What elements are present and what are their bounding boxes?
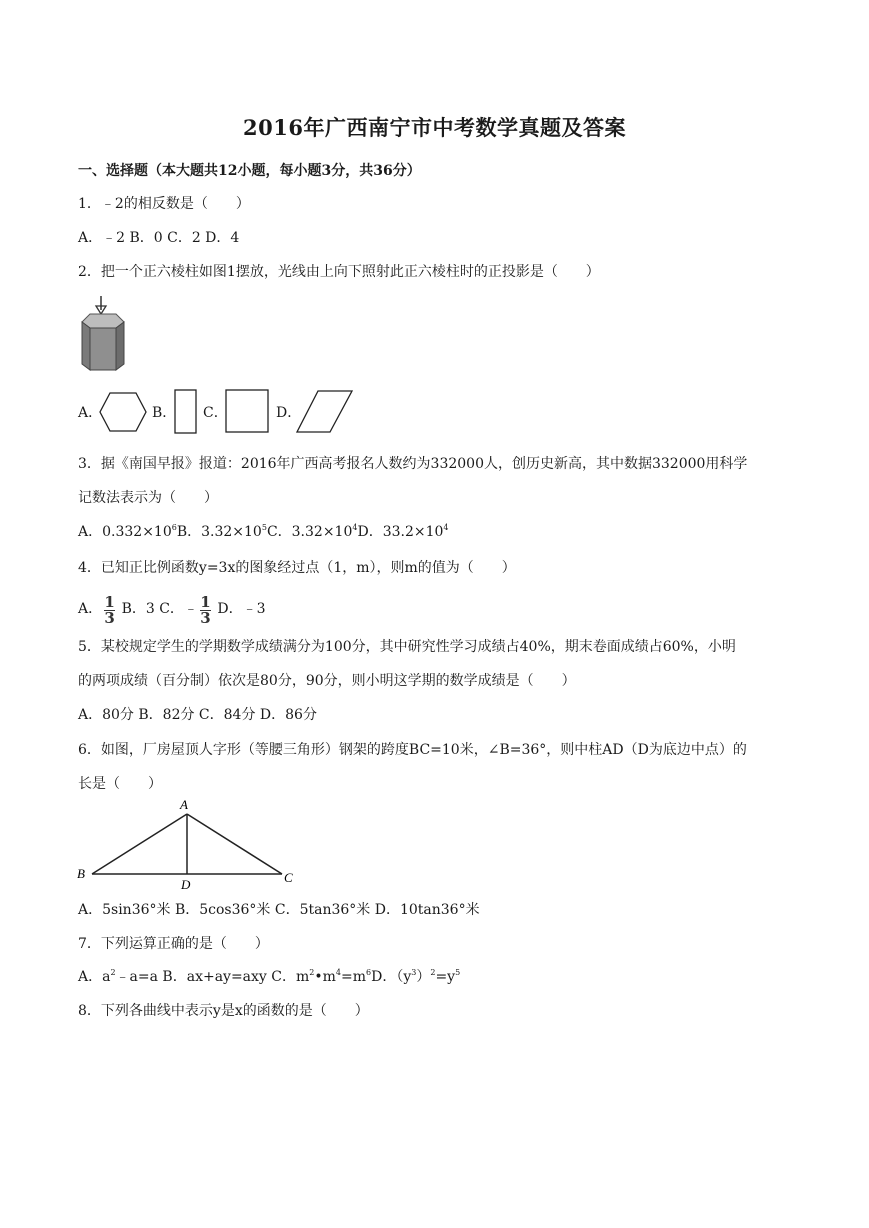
question-3-stem-line2: 记数法表示为（ ） <box>78 490 218 506</box>
question-4-stem: 4．已知正比例函数y=3x的图象经过点（1，m），则m的值为（ ） <box>78 560 516 576</box>
page-title: 2016年广西南宁市中考数学真题及答案 <box>243 115 626 140</box>
option-a-label: A． <box>78 405 103 421</box>
question-1-stem: 1．﹣2的相反数是（ ） <box>78 196 250 212</box>
section-heading: 一、选择题（本大题共12小题，每小题3分，共36分） <box>78 163 421 179</box>
fraction-one-third-a: $\frac{1}{3}$ <box>104 593 115 627</box>
question-4-options: A． $\frac{1}{3}$ B．3 C．﹣ $\frac{1}{3}$ D．﹣3 <box>78 593 266 627</box>
truss-triangle-figure <box>74 796 300 892</box>
question-7-stem: 7．下列运算正确的是（ ） <box>78 936 269 952</box>
vertex-d-label: D <box>181 877 191 892</box>
question-3-stem-line1: 3．据《南国早报》报道：2016年广西高考报名人数约为332000人，创历史新高，其中数据332000用科学 <box>78 456 748 472</box>
question-5-stem-line2: 的两项成绩（百分制）依次是80分，90分，则小明这学期的数学成绩是（ ） <box>78 673 576 689</box>
option-b-label: B． <box>152 405 177 421</box>
question-6-stem-line1: 6．如图，厂房屋顶人字形（等腰三角形）钢架的跨度BC=10米，∠B=36°，则中柱AD（D为底边中点）的 <box>78 742 747 758</box>
option-d-label: D． <box>276 405 302 421</box>
question-7-options: A．$a^2﹣a=a$ B．ax+ay=axy C．$m^2•m^4=m^6D$．$(y^3)^2=y^5$ <box>78 968 461 985</box>
question-5-stem-line1: 5．某校规定学生的学期数学成绩满分为100分，其中研究性学习成绩占40%，期末卷面成绩占60%，小明 <box>78 639 736 655</box>
question-5-options: A．80分 B．82分 C．84分 D．86分 <box>78 707 317 723</box>
fraction-one-third-c: $\frac{1}{3}$ <box>200 593 211 627</box>
question-2-stem: 2．把一个正六棱柱如图1摆放，光线由上向下照射此正六棱柱时的正投影是（ ） <box>78 264 600 280</box>
question-8-stem: 8．下列各曲线中表示y是x的函数的是（ ） <box>78 1003 369 1019</box>
question-6-options: A．5sin36°米 B．5cos36°米 C．5tan36°米 D．10tan36°米 <box>78 902 480 918</box>
question-3-options: A．$0.332\times 10^6B$．$3.32\times 10^5C$．$3.32\times 10^4D$．$33.2\times 10^4$ <box>78 523 449 540</box>
tall-rectangle-option-shape <box>174 389 198 435</box>
vertex-a-label: A <box>180 797 188 812</box>
hexagon-option-shape <box>98 390 148 434</box>
square-option-shape <box>225 389 271 435</box>
question-1-options: A．﹣2 B．0 C．2 D．4 <box>78 230 240 246</box>
hexagonal-prism-figure <box>76 294 132 374</box>
vertex-c-label: C <box>284 870 293 885</box>
option-c-label: C． <box>203 405 228 421</box>
question-6-stem-line2: 长是（ ） <box>78 776 162 792</box>
vertex-b-label: B <box>77 866 85 881</box>
parallelogram-option-shape <box>296 389 354 435</box>
